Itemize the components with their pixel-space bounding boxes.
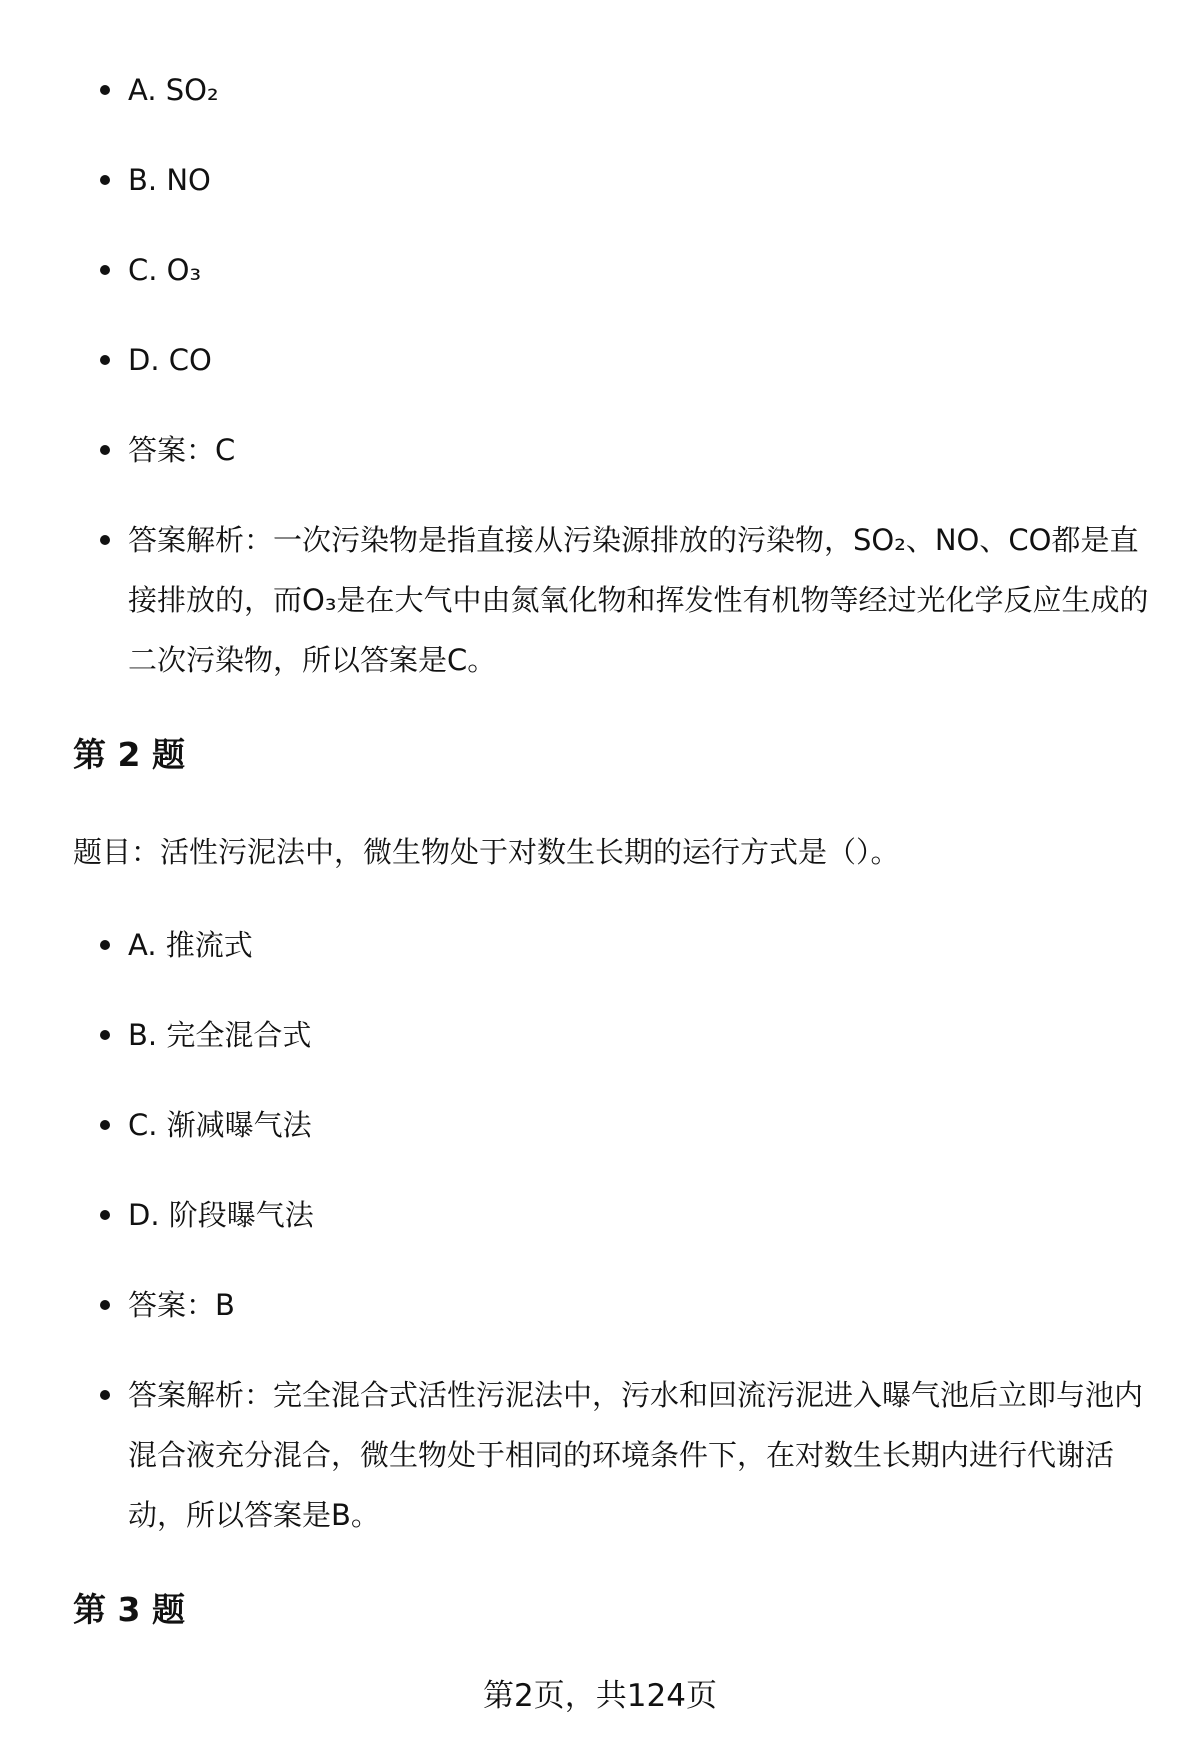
question-2-heading: 第 2 题 xyxy=(73,735,185,774)
q1-explanation: 答案解析：一次污染物是指直接从污染源排放的污染物，SO₂、NO、CO都是直接排放的，而O₃是在大气中由氮氧化物和挥发性有机物等经过光化学反应生成的二次污染物，所以答案是C。 xyxy=(73,510,1163,690)
q1-answer: 答案：C xyxy=(73,420,1163,480)
question-1-list xyxy=(73,60,1163,690)
q2-option-a: A. 推流式 xyxy=(73,915,1163,975)
question-2-text: 题目：活性污泥法中，微生物处于对数生长期的运行方式是（）。 xyxy=(73,835,900,869)
q2-explanation: 答案解析：完全混合式活性污泥法中，污水和回流污泥进入曝气池后立即与池内混合液充分混合，微生物处于相同的环境条件下，在对数生长期内进行代谢活动，所以答案是B。 xyxy=(73,1365,1163,1545)
q2-answer: 答案：B xyxy=(73,1275,1163,1335)
q1-option-a: A. SO₂ xyxy=(73,60,1163,120)
q2-option-c: C. 渐减曝气法 xyxy=(73,1095,1163,1155)
page-footer: 第2页，共124页 xyxy=(483,1678,717,1714)
q1-option-b: B. NO xyxy=(73,150,1163,210)
question-3-heading: 第 3 题 xyxy=(73,1590,185,1629)
question-1-block xyxy=(73,60,1163,720)
q2-option-d: D. 阶段曝气法 xyxy=(73,1185,1163,1245)
question-2-list xyxy=(73,915,1163,1545)
q1-option-d: D. CO xyxy=(73,330,1163,390)
question-2-block xyxy=(73,915,1163,1575)
q2-option-b: B. 完全混合式 xyxy=(73,1005,1163,1065)
q1-option-c: C. O₃ xyxy=(73,240,1163,300)
